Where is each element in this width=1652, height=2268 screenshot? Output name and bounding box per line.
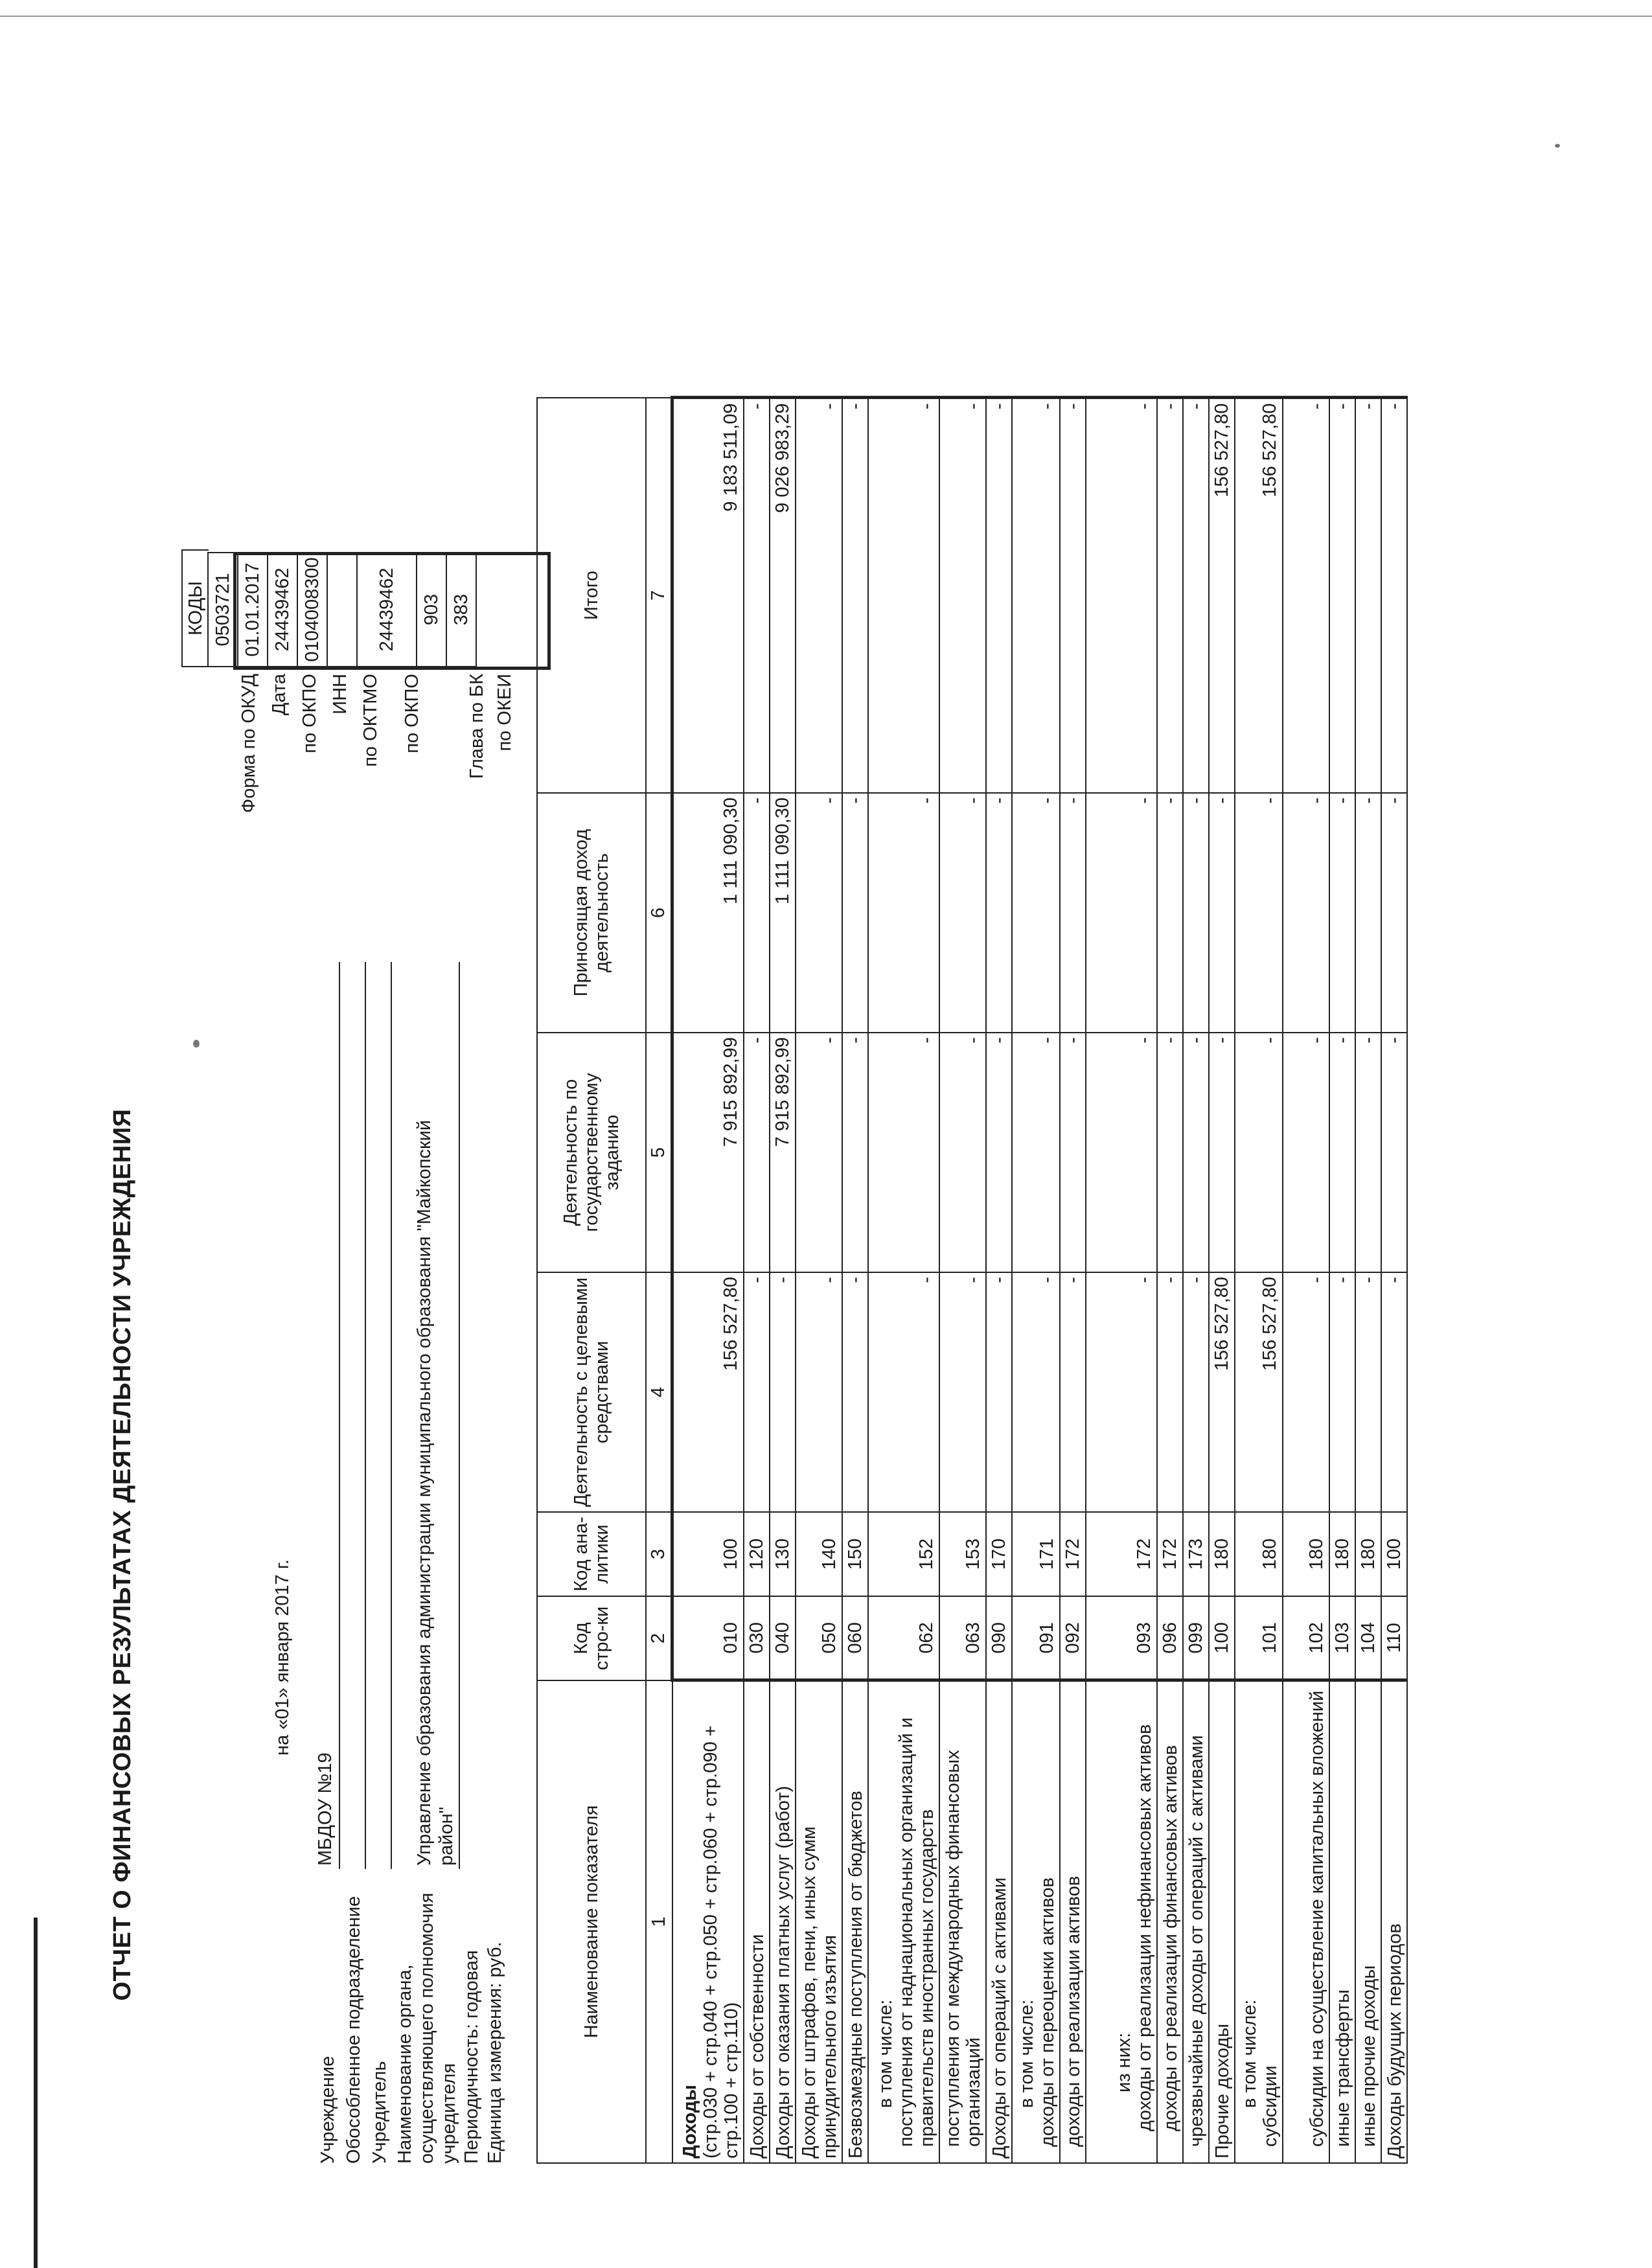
okpo-label: по ОКПО (299, 674, 320, 753)
value-total: - (1355, 398, 1381, 793)
analytic-code: 150 (842, 1512, 868, 1596)
value-income: - (1183, 793, 1209, 1033)
value-targeted: - (1157, 1272, 1183, 1512)
analytic-code: 140 (796, 1512, 842, 1596)
table-row (1283, 398, 1329, 2163)
division-underline (365, 962, 366, 1869)
analytic-code: 152 (868, 1512, 939, 1596)
col-number: 6 (646, 793, 672, 1033)
row-name-text: доходы от реализации нефинансовых активов (1134, 1724, 1155, 2131)
row-code: 091 (1012, 1596, 1060, 1680)
row-name (1381, 1680, 1407, 2163)
col-number: 5 (646, 1033, 672, 1272)
institution-label: Учреждение (317, 2056, 338, 2164)
analytic-code: 100 (672, 1512, 744, 1596)
okpo-code: 24439462 (268, 553, 297, 667)
col-number: 4 (646, 1272, 672, 1512)
row-name-text: Доходы от собственности (746, 1934, 768, 2159)
row-name-text: субсидии на осуществление капитальных вложений (1306, 1690, 1327, 2147)
okpo-founder-code: 24439462 (357, 553, 417, 667)
analytic-code: 170 (986, 1512, 1012, 1596)
table-row (1086, 398, 1157, 2163)
row-name (770, 1680, 796, 2163)
row-name (1060, 1680, 1086, 2163)
row-code: 102 (1283, 1596, 1329, 1680)
col-header-total: Итого (537, 398, 646, 793)
analytic-code: 172 (1060, 1512, 1086, 1596)
analytic-code: 171 (1012, 1512, 1060, 1596)
value-total: - (939, 398, 986, 793)
division-label: Обособленное подразделение (343, 1896, 364, 2164)
founder-label: Учредитель (369, 2061, 390, 2164)
value-state-task: - (796, 1033, 842, 1272)
value-targeted: - (1060, 1272, 1086, 1512)
oktmo-label: по ОКТМО (360, 674, 381, 767)
row-name-text: поступления от наднациональных организаций и правительств иностранных государств (895, 1717, 937, 2147)
row-subheading: в том числе: (1239, 1999, 1260, 2108)
value-income: - (1355, 793, 1381, 1033)
value-total: - (1012, 398, 1060, 793)
value-total: - (1157, 398, 1183, 793)
value-targeted: - (939, 1272, 986, 1512)
row-name (796, 1680, 842, 2163)
value-state-task: - (842, 1033, 868, 1272)
value-targeted: - (770, 1272, 796, 1512)
value-total: - (1329, 398, 1355, 793)
value-targeted: - (744, 1272, 770, 1512)
analytic-code: 180 (1209, 1512, 1235, 1596)
institution-value: МБДОУ №19 (315, 1752, 336, 1866)
row-name-text: Доходы от оказания платных услуг (работ) (772, 1785, 794, 2159)
value-state-task: - (986, 1033, 1012, 1272)
row-code: 100 (1209, 1596, 1235, 1680)
value-targeted: - (1329, 1272, 1355, 1512)
value-total: 156 527,80 (1209, 398, 1235, 793)
table-body (672, 398, 1407, 2163)
okud-label: Форма по ОКУД (238, 674, 259, 813)
value-state-task: 7 915 892,99 (770, 1033, 796, 1272)
table-row (1060, 398, 1086, 2163)
row-name-text: Доходы от операций с активами (989, 1877, 1010, 2159)
analytic-code: 100 (1381, 1512, 1407, 1596)
codes-header: КОДЫ (181, 549, 209, 667)
value-state-task: - (744, 1033, 770, 1272)
codes-table (207, 552, 477, 667)
bk-chapter-code: 903 (417, 553, 446, 667)
analytic-code: 153 (939, 1512, 986, 1596)
row-name-text: поступления от международных финансовых организаций (942, 1750, 984, 2147)
analytic-code: 172 (1086, 1512, 1157, 1596)
col-header-targeted: Деятельность с целевыми средствами (537, 1272, 646, 1512)
row-code: 096 (1157, 1596, 1183, 1680)
table-row (1209, 398, 1235, 2163)
row-code: 010 (672, 1596, 744, 1680)
table-row (1012, 398, 1060, 2163)
authority-label: Наименование органа, осуществляющего полномочия учредителя (395, 1892, 459, 2164)
value-income: - (868, 793, 939, 1033)
row-name (1209, 1680, 1235, 2163)
value-income: - (1283, 793, 1329, 1033)
row-name (1283, 1680, 1329, 2163)
value-income: 1 111 090,30 (672, 793, 744, 1033)
table-row (770, 398, 796, 2163)
value-targeted: - (1183, 1272, 1209, 1512)
value-income: - (939, 793, 986, 1033)
row-name (672, 1680, 744, 2163)
value-state-task: - (1060, 1033, 1086, 1272)
value-state-task: 7 915 892,99 (672, 1033, 744, 1272)
row-name-text: Безвозмездные поступления от бюджетов (845, 1791, 866, 2159)
row-name-text: субсидии (1259, 2065, 1281, 2147)
row-name-text: Доходы будущих периодов (1384, 1923, 1405, 2159)
analytic-code: 180 (1235, 1512, 1283, 1596)
value-targeted: 156 527,80 (672, 1272, 744, 1512)
col-header-name: Наименование показателя (537, 1680, 646, 2163)
table-row (939, 398, 986, 2163)
bk-chapter-label: Глава по БК (466, 674, 487, 779)
value-state-task: - (1086, 1033, 1157, 1272)
value-state-task: - (1157, 1033, 1183, 1272)
value-income: - (1012, 793, 1060, 1033)
value-state-task: - (1012, 1033, 1060, 1272)
col-number: 3 (646, 1512, 672, 1596)
value-income: - (1209, 793, 1235, 1033)
col-header-state-task: Деятельность по государственному заданию (537, 1033, 646, 1272)
table-row (1329, 398, 1355, 2163)
value-state-task: - (868, 1033, 939, 1272)
value-total: 9 183 511,09 (672, 398, 744, 793)
value-income: - (1329, 793, 1355, 1033)
value-targeted: - (1283, 1272, 1329, 1512)
table-row (1381, 398, 1407, 2163)
row-code: 050 (796, 1596, 842, 1680)
row-name (1086, 1680, 1157, 2163)
value-total: - (986, 398, 1012, 793)
row-code: 093 (1086, 1596, 1157, 1680)
unit-label: Единица измерения: руб. (485, 1942, 505, 2164)
row-code: 103 (1329, 1596, 1355, 1680)
row-name (1355, 1680, 1381, 2163)
periodicity-label: Периодичность: годовая (461, 1950, 482, 2164)
row-name (1012, 1680, 1060, 2163)
report-title: ОТЧЕТ О ФИНАНСОВЫХ РЕЗУЛЬТАТАХ ДЕЯТЕЛЬНОСТИ УЧРЕЖДЕНИЯ (109, 1108, 136, 2001)
analytic-code: 180 (1329, 1512, 1355, 1596)
value-income: - (1235, 793, 1283, 1033)
value-income: - (796, 793, 842, 1033)
value-total: - (744, 398, 770, 793)
row-name-bold: Доходы (679, 2085, 700, 2159)
analytic-code: 180 (1283, 1512, 1329, 1596)
value-income: - (744, 793, 770, 1033)
value-total: - (842, 398, 868, 793)
oktmo-code (327, 553, 357, 667)
row-subheading: в том числе: (875, 1999, 896, 2108)
row-code: 104 (1355, 1596, 1381, 1680)
row-name-text: иные трансферты (1332, 1989, 1353, 2147)
row-name-text: доходы от реализации финансовых активов (1160, 1745, 1181, 2131)
col-header-row-code: Код стро-ки (537, 1596, 646, 1680)
okei-label: по ОКЕИ (494, 674, 515, 751)
row-subheading: в том числе: (1016, 1999, 1037, 2108)
table-row (672, 398, 744, 2163)
table-row (1235, 398, 1283, 2163)
table-row (1183, 398, 1209, 2163)
row-code: 040 (770, 1596, 796, 1680)
row-code: 092 (1060, 1596, 1086, 1680)
analytic-code: 130 (770, 1512, 796, 1596)
row-name-text: иные прочие доходы (1358, 1965, 1379, 2147)
value-income: - (1060, 793, 1086, 1033)
row-name-text: доходы от переоценки активов (1037, 1877, 1058, 2147)
value-state-task: - (1235, 1033, 1283, 1272)
value-total: 156 527,80 (1235, 398, 1283, 793)
row-name (1183, 1680, 1209, 2163)
row-code: 063 (939, 1596, 986, 1680)
col-header-income: Приносящая доход деятельность (537, 793, 646, 1033)
value-state-task: - (1355, 1033, 1381, 1272)
value-total: - (1283, 398, 1329, 793)
authority-underline (459, 962, 460, 1869)
row-name (868, 1680, 939, 2163)
analytic-code: 172 (1157, 1512, 1183, 1596)
report-date: на «01» января 2017 г. (272, 1559, 293, 1756)
row-name-text: доходы от реализации активов (1062, 1875, 1084, 2147)
value-targeted: 156 527,80 (1209, 1272, 1235, 1512)
col-header-analytic-code: Код ана-литики (537, 1512, 646, 1596)
okud-code: 0503721 (208, 553, 238, 667)
row-name (986, 1680, 1012, 2163)
row-name (1235, 1680, 1283, 2163)
value-total: - (1381, 398, 1407, 793)
value-targeted: - (1086, 1272, 1157, 1512)
value-targeted: - (868, 1272, 939, 1512)
row-code: 101 (1235, 1596, 1283, 1680)
row-code: 030 (744, 1596, 770, 1680)
report-sheet (78, 39, 1574, 2228)
row-code: 110 (1381, 1596, 1407, 1680)
okpo-founder-label: по ОКПО (402, 674, 422, 753)
value-total: - (1060, 398, 1086, 793)
analytic-code: 120 (744, 1512, 770, 1596)
value-targeted: - (1381, 1272, 1407, 1512)
row-code: 090 (986, 1596, 1012, 1680)
inn-label: ИНН (330, 674, 350, 715)
analytic-code: 173 (1183, 1512, 1209, 1596)
value-targeted: - (986, 1272, 1012, 1512)
row-name (939, 1680, 986, 2163)
row-subheading: из них: (1113, 2032, 1134, 2092)
value-income: - (1157, 793, 1183, 1033)
row-name-text: (стр.030 + стр.040 + стр.050 + стр.060 + стр.090 + стр.100 + стр.110) (700, 1725, 742, 2159)
value-state-task: - (939, 1033, 986, 1272)
table-row (986, 398, 1012, 2163)
value-income: 1 111 090,30 (770, 793, 796, 1033)
row-name (1329, 1680, 1355, 2163)
authority-value: Управление образования администрации муниципального образования "Майкопский район" (414, 1119, 457, 1866)
row-name-text: Прочие доходы (1211, 2023, 1233, 2159)
table-row (744, 398, 770, 2163)
value-targeted: 156 527,80 (1235, 1272, 1283, 1512)
value-total: - (796, 398, 842, 793)
col-number: 2 (646, 1596, 672, 1680)
col-number: 1 (646, 1680, 672, 2163)
row-name-text: Доходы от штрафов, пени, иных сумм принудительного изъятия (798, 1826, 840, 2159)
value-targeted: - (796, 1272, 842, 1512)
row-name (842, 1680, 868, 2163)
row-name (744, 1680, 770, 2163)
value-income: - (1086, 793, 1157, 1033)
financial-results-table (536, 396, 1408, 2164)
date-code: 01.01.2017 (238, 553, 268, 667)
row-code: 062 (868, 1596, 939, 1680)
row-name-text: чрезвычайные доходы от операций с активами (1186, 1735, 1207, 2147)
value-targeted: - (842, 1272, 868, 1512)
analytic-code: 180 (1355, 1512, 1381, 1596)
value-income: - (986, 793, 1012, 1033)
value-total: - (1086, 398, 1157, 793)
table-row (796, 398, 842, 2163)
table-row (842, 398, 868, 2163)
value-total: - (1183, 398, 1209, 793)
okei-code: 383 (446, 553, 476, 667)
value-state-task: - (1183, 1033, 1209, 1272)
value-state-task: - (1283, 1033, 1329, 1272)
value-state-task: - (1381, 1033, 1407, 1272)
value-income: - (842, 793, 868, 1033)
scan-edge-bar (34, 1918, 38, 2268)
value-income: - (1381, 793, 1407, 1033)
table-row (1157, 398, 1183, 2163)
value-state-task: - (1329, 1033, 1355, 1272)
date-label: Дата (269, 674, 290, 716)
row-code: 099 (1183, 1596, 1209, 1680)
row-name (1157, 1680, 1183, 2163)
institution-underline (339, 962, 340, 1869)
col-number: 7 (646, 398, 672, 793)
table-row (1355, 398, 1381, 2163)
table-row (868, 398, 939, 2163)
row-code: 060 (842, 1596, 868, 1680)
value-total: 9 026 983,29 (770, 398, 796, 793)
value-targeted: - (1012, 1272, 1060, 1512)
value-total: - (868, 398, 939, 793)
founder-underline (391, 962, 392, 1869)
value-targeted: - (1355, 1272, 1381, 1512)
inn-code: 0104008300 (297, 553, 327, 667)
scan-edge-line (0, 16, 1652, 17)
value-state-task: - (1209, 1033, 1235, 1272)
